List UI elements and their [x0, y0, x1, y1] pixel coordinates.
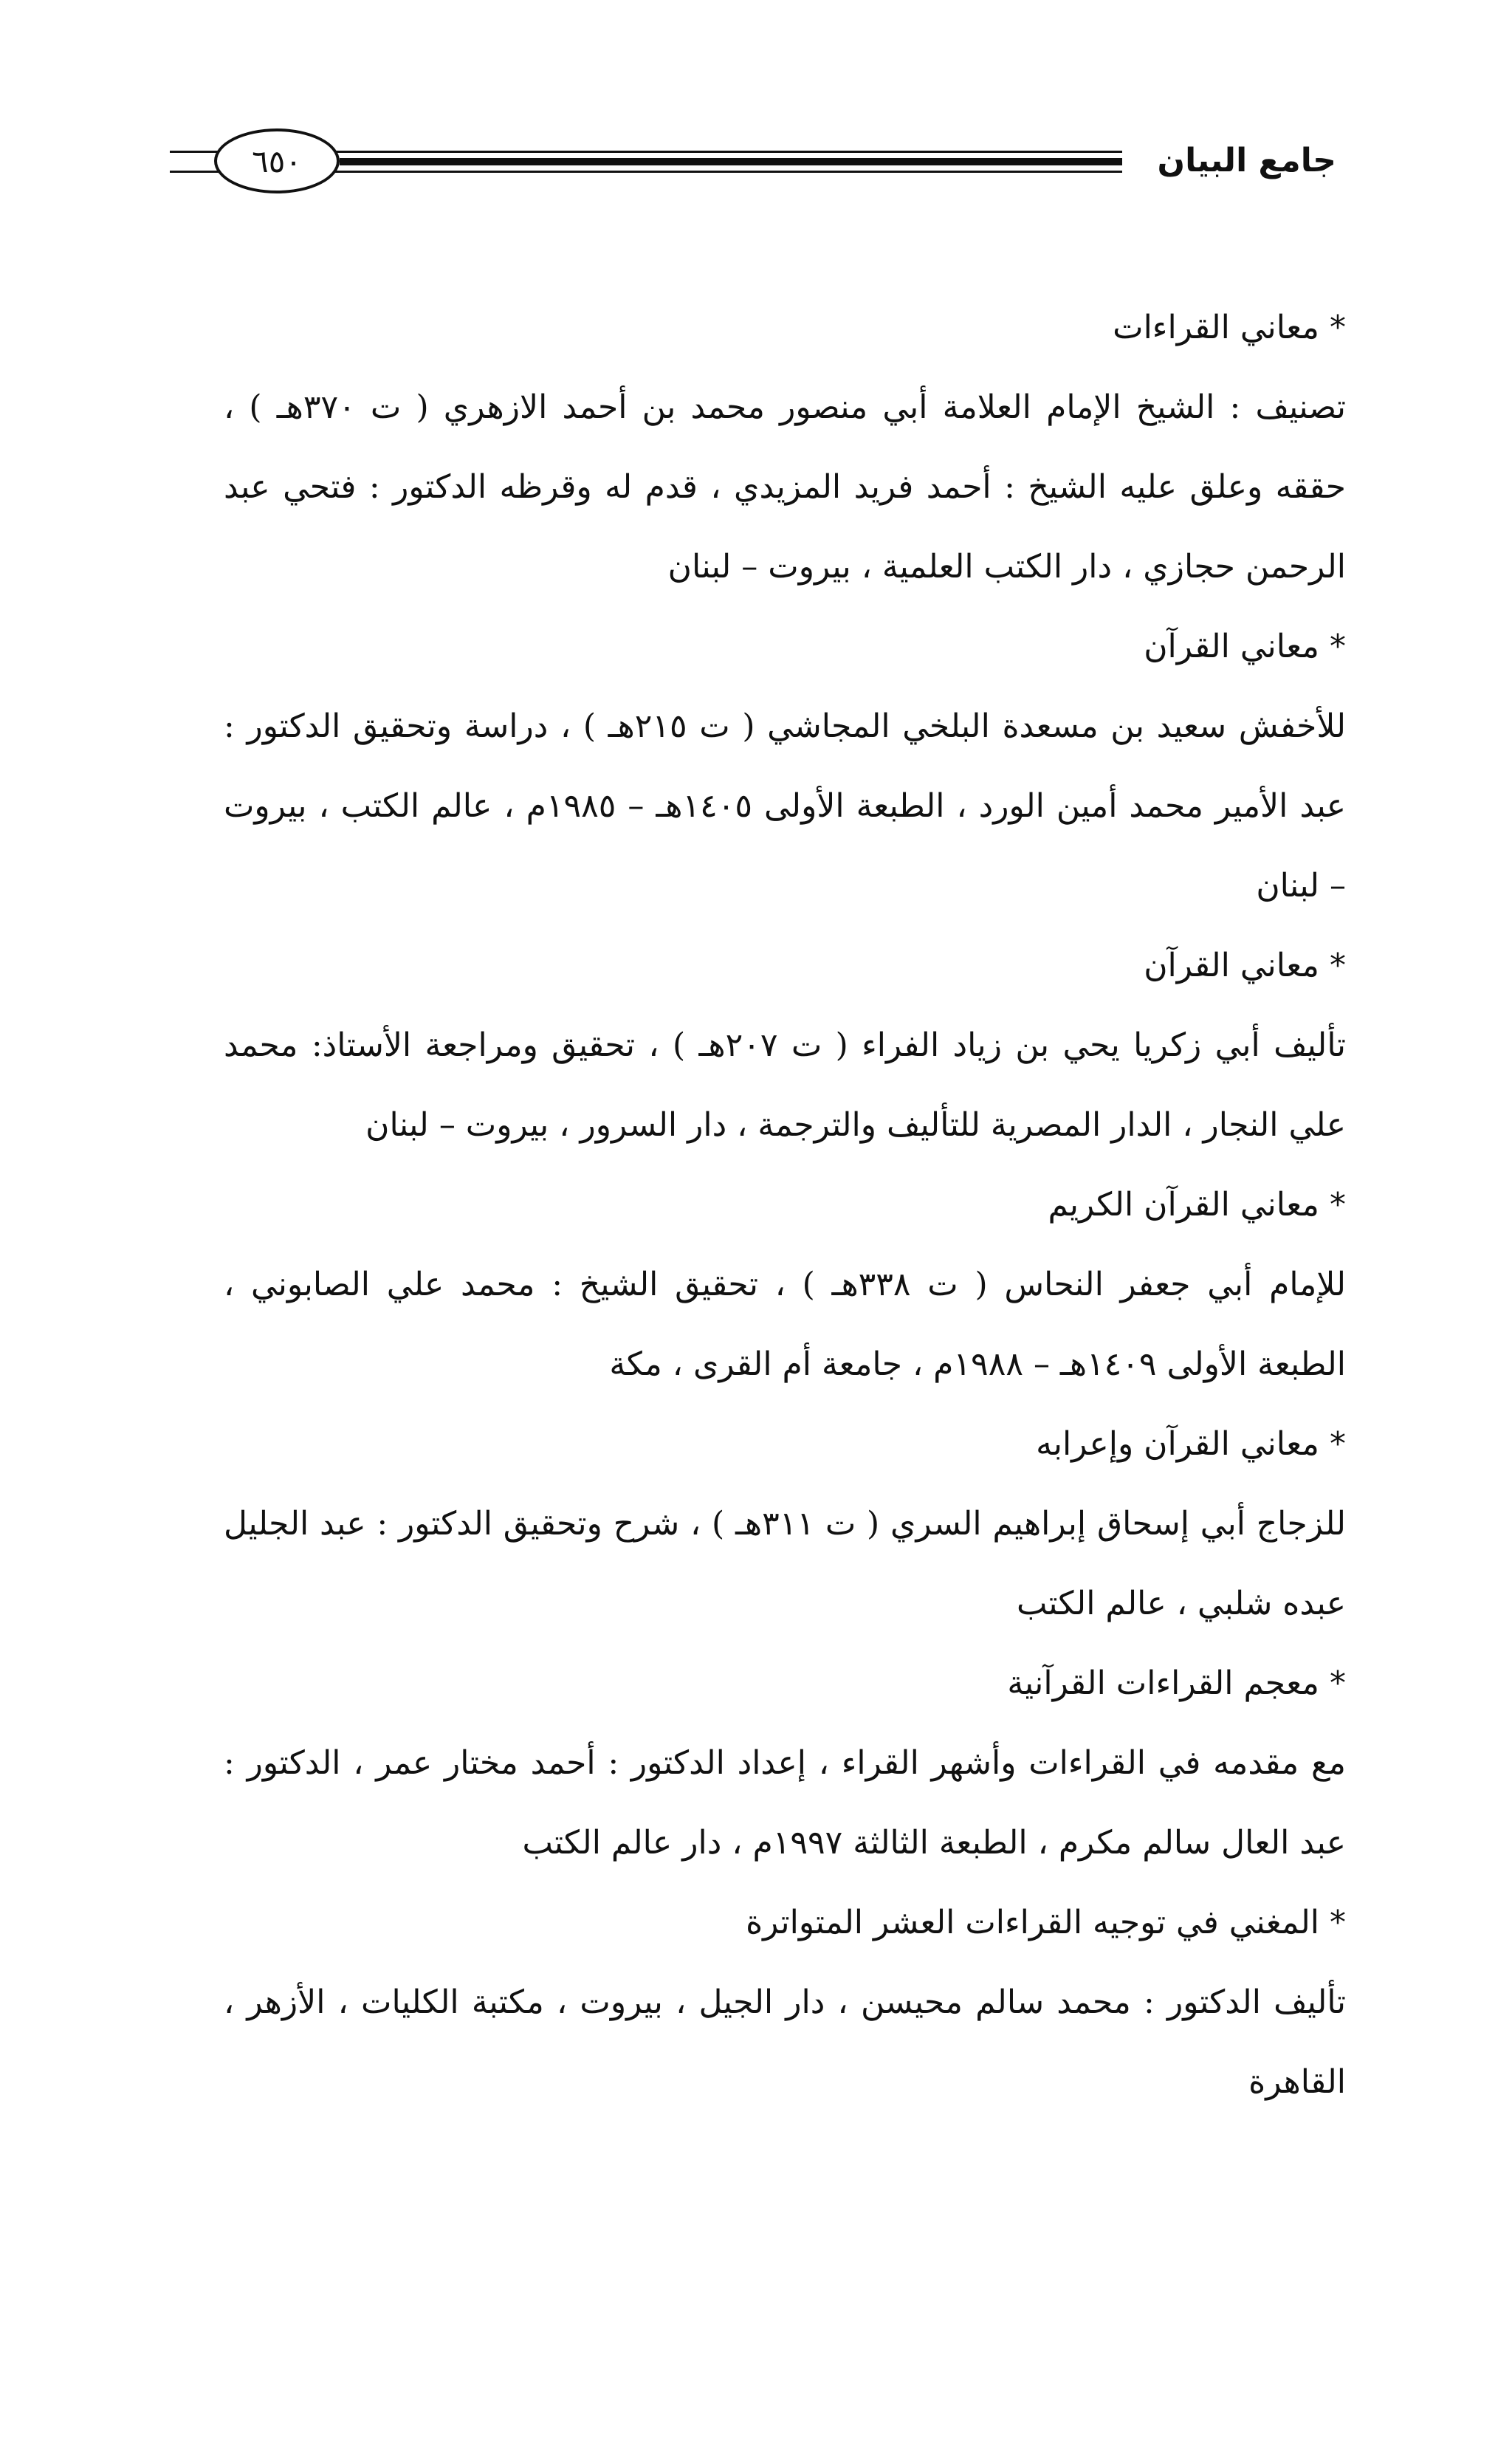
entry-title: معاني القرآن وإعرابه — [1036, 1425, 1319, 1463]
entry-body: مع مقدمه في القراءات وأشهر القراء ، إعداد الدكتور : أحمد مختار عمر ، الدكتور : عبد العال سالم مكرم ، الطبعة الثالثة ١٩٩٧م ، دار عالم الكتب — [224, 1744, 1346, 1862]
bibliography-entry — [224, 1644, 1346, 1883]
asterisk-icon: * — [1330, 1425, 1346, 1463]
entry-title: معاني القرآن الكريم — [1048, 1186, 1319, 1224]
entry-title: معاني القرآن — [1144, 947, 1319, 984]
bibliography-list — [224, 288, 1346, 2122]
bibliography-entry — [224, 1165, 1346, 1405]
book-title: جامع البيان — [1157, 142, 1336, 179]
page-number: ٦٥٠ — [214, 128, 340, 193]
entry-body: للزجاج أبي إسحاق إبراهيم السري ( ت ٣١١هـ ) ، شرح وتحقيق الدكتور : عبد الجليل عبده شلبي ، عالم الكتب — [224, 1505, 1346, 1622]
bibliography-entry — [224, 1883, 1346, 2122]
bibliography-entry — [224, 607, 1346, 926]
asterisk-icon: * — [1330, 1904, 1346, 1941]
entry-title: معجم القراءات القرآنية — [1007, 1664, 1319, 1702]
entry-title: المغني في توجيه القراءات العشر المتواترة — [746, 1904, 1319, 1941]
asterisk-icon: * — [1330, 947, 1346, 984]
bibliography-entry — [224, 926, 1346, 1165]
entry-title: معاني القراءات — [1113, 309, 1319, 346]
asterisk-icon: * — [1330, 1664, 1346, 1702]
entry-body: تأليف أبي زكريا يحي بن زياد الفراء ( ت ٢٠٧هـ ) ، تحقيق ومراجعة الأستاذ: محمد علي النجار ، الدار المصرية للتأليف والترجمة ، دار السرور ، بيروت – لبنان — [224, 1026, 1346, 1144]
entry-title: معاني القرآن — [1144, 628, 1319, 665]
bibliography-entry — [224, 288, 1346, 607]
entry-body: للأخفش سعيد بن مسعدة البلخي المجاشي ( ت ٢١٥هـ ) ، دراسة وتحقيق الدكتور : عبد الأمير محمد أمين الورد ، الطبعة الأولى ١٤٠٥هـ – ١٩٨٥م ، عالم الكتب ، بيروت – لبنان — [224, 707, 1346, 905]
page-header — [170, 126, 1336, 207]
asterisk-icon: * — [1330, 1186, 1346, 1224]
header-rule-thick — [340, 158, 1122, 165]
asterisk-icon: * — [1330, 628, 1346, 665]
asterisk-icon: * — [1330, 309, 1346, 346]
bibliography-entry — [224, 1405, 1346, 1644]
entry-body: تأليف الدكتور : محمد سالم محيسن ، دار الجيل ، بيروت ، مكتبة الكليات ، الأزهر ، القاهرة — [224, 1983, 1346, 2101]
entry-body: تصنيف : الشيخ الإمام العلامة أبي منصور محمد بن أحمد الازهري ( ت ٣٧٠هـ ) ، حققه وعلق عليه الشيخ : أحمد فريد المزيدي ، قدم له وقرظه الدكتور : فتحي عبد الرحمن حجازي ، دار الكتب العلمية ، بيروت – لبنان — [224, 388, 1347, 586]
entry-body: للإمام أبي جعفر النحاس ( ت ٣٣٨هـ ) ، تحقيق الشيخ : محمد علي الصابوني ، الطبعة الأولى ١٤٠٩هـ – ١٩٨٨م ، جامعة أم القرى ، مكة — [224, 1266, 1346, 1383]
